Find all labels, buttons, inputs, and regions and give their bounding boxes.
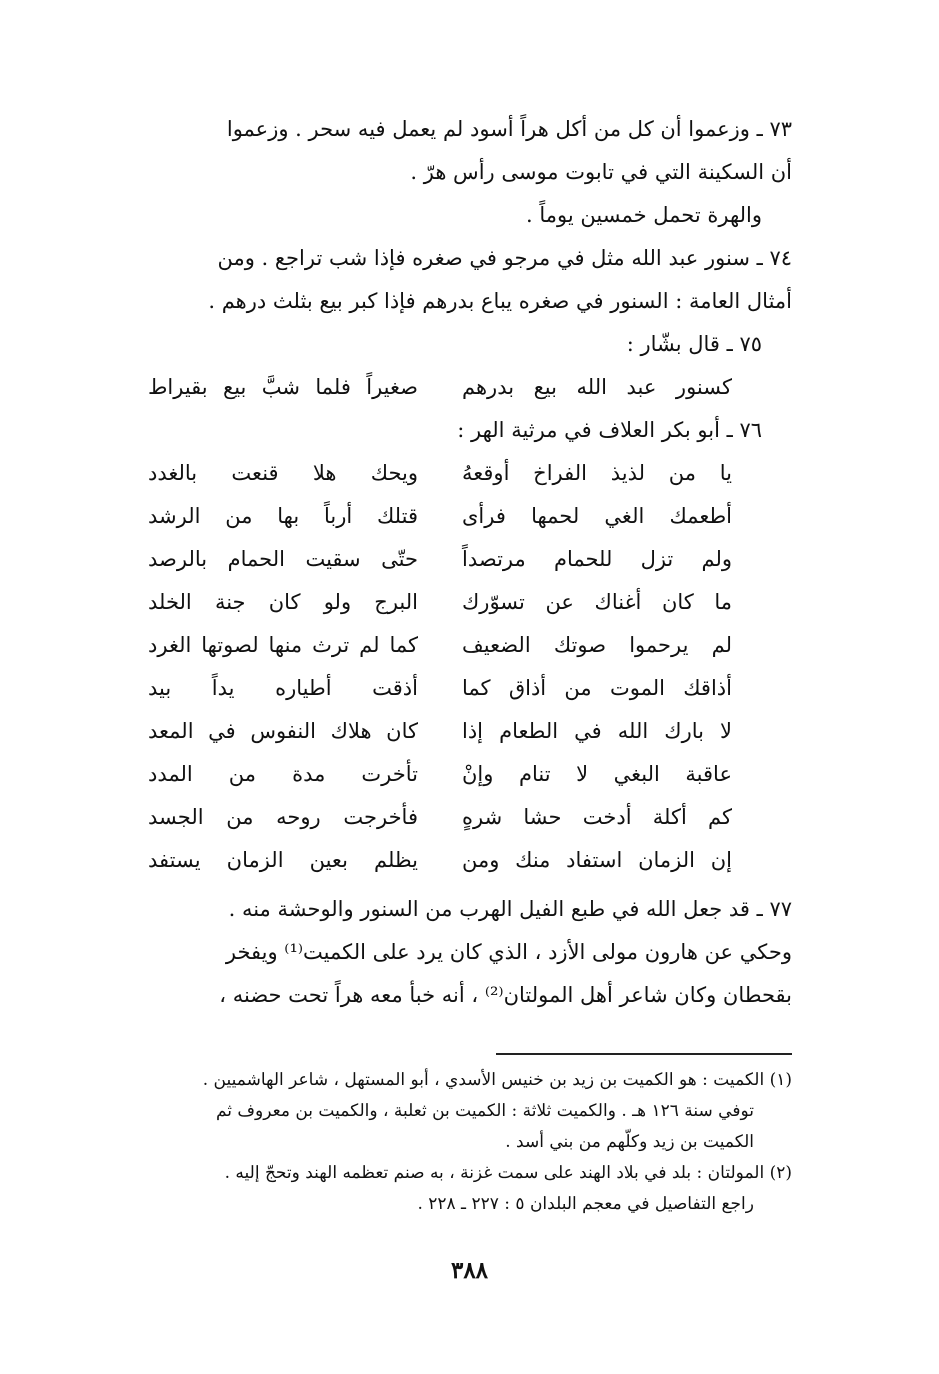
footnote-line: (١) الكميت : هو الكميت بن زيد بن خنيس الأسدي ، أبو المستهل ، شاعر الهاشميين .: [202, 1070, 792, 1090]
verse-second-hemistich: قتلك أرباً بها من الرشد: [148, 504, 418, 528]
paragraph-line: وحكي عن هارون مولى الأزد ، الذي كان يرد على الكميت⁽¹⁾ ويفخر: [225, 940, 792, 964]
verse-line: [90, 839, 792, 882]
verse-line: [90, 366, 792, 409]
paragraph-76: [90, 409, 792, 452]
paragraph-line: ٧٥ ـ قال بشّار :: [626, 332, 762, 356]
paragraph-74: [90, 237, 792, 323]
footnote-line: راجع التفاصيل في معجم البلدان ٥ : ٢٢٧ ـ ٢٢٨ .: [417, 1194, 754, 1214]
verse-second-hemistich: كان هلاك النفوس في المعد: [148, 719, 418, 743]
paragraph-73: [90, 108, 792, 237]
verse-line: [90, 710, 792, 753]
footnote-1: [90, 1065, 792, 1158]
paragraph-line: ٧٦ ـ أبو بكر العلاف في مرثية الهر :: [457, 418, 762, 442]
verse-first-hemistich: يا من لذيذ الفراخ أوقعهُ: [462, 461, 732, 485]
verse-first-hemistich: لا بارك الله في الطعام إذا: [462, 719, 732, 743]
paragraph-75: [90, 323, 792, 366]
verse-second-hemistich: تأخرت مدة من المدد: [148, 762, 418, 786]
verse-line: [90, 753, 792, 796]
verse-line: [90, 452, 792, 495]
verse-second-hemistich: ويحك هلا قنعت بالغدد: [148, 461, 418, 485]
verse-second-hemistich: كما لم ترث منها لصوتها الغرد: [148, 633, 418, 657]
footnote-line: توفي سنة ١٢٦ هـ . والكميت ثلاثة : الكميت بن ثعلبة ، والكميت بن معروف ثم: [215, 1101, 754, 1121]
paragraph-line: ٧٣ ـ وزعموا أن كل من أكل هراً أسود لم يعمل فيه سحر . وزعموا: [226, 117, 792, 141]
verse-line: [90, 624, 792, 667]
verse-line: [90, 796, 792, 839]
verse-second-hemistich: صغيراً فلما شبَّ بيع بقيراط: [148, 375, 418, 399]
verse-first-hemistich: كم أكلة أدخت حشا شرهٍ: [462, 805, 732, 829]
verse-first-hemistich: لم يرحموا صوتك الضعيف: [462, 633, 732, 657]
verse-line: [90, 495, 792, 538]
verse-line: [90, 667, 792, 710]
footnote-line: الكميت بن زيد وكلّهم من بني أسد .: [505, 1132, 754, 1152]
paragraph-line: ٧٧ ـ قد جعل الله في طبع الفيل الهرب من السنور والوحشة منه .: [228, 897, 792, 921]
verse-first-hemistich: أذاقك الموت من أذاق كما: [462, 676, 732, 700]
verse-second-hemistich: فأخرجت روحه من الجسد: [148, 805, 418, 829]
verse-line: [90, 581, 792, 624]
verse-second-hemistich: البرج ولو كان جنة الخلد: [148, 590, 418, 614]
verse-first-hemistich: أطعمك الغي لحمها فرأى: [462, 504, 732, 528]
page-content: [90, 108, 792, 1220]
paragraph-line: أن السكينة التي في تابوت موسى رأس هرّ .: [410, 160, 792, 184]
footnote-divider: [496, 1053, 792, 1055]
footnote-line: (٢) المولتان : بلد في بلاد الهند على سمت غزنة ، به صنم تعظمه الهند وتحجّ إليه .: [224, 1163, 792, 1183]
footnote-2: [90, 1158, 792, 1220]
page-number: ٣٨٨: [450, 1257, 489, 1284]
verse-second-hemistich: حتّى سقيت الحمام بالرصد: [148, 547, 418, 571]
verse-first-hemistich: ما كان أغناك عن تسوّرك: [462, 590, 732, 614]
poem-verses: [90, 452, 792, 882]
paragraph-line: ٧٤ ـ سنور عبد الله مثل في مرجو في صغره فإذا شب تراجع . ومن: [217, 246, 792, 270]
verse-second-hemistich: يظلم بعين الزمان يستفد: [148, 848, 418, 872]
paragraph-line: أمثال العامة : السنور في صغره يباع بدرهم فإذا كبر بيع بثلث درهم .: [208, 289, 792, 313]
verse-second-hemistich: أذقت أطياره يداً بيد: [148, 676, 418, 700]
verse-first-hemistich: كسنور عبد الله بيع بدرهم: [462, 375, 732, 399]
verse-first-hemistich: إن الزمان استفاد منك ومن: [462, 848, 732, 872]
verse-line: [90, 538, 792, 581]
paragraph-77: [90, 888, 792, 1017]
paragraph-line: والهرة تحمل خمسين يوماً .: [526, 203, 762, 227]
verse-first-hemistich: عاقبة البغي لا تنام وإنْ: [462, 762, 732, 786]
verse-first-hemistich: ولم تزل للحمام مرتصداً: [462, 547, 732, 571]
paragraph-line: بقحطان وكان شاعر أهل المولتان⁽²⁾ ، أنه خبأ معه هراً تحت حضنه ،: [219, 983, 792, 1007]
